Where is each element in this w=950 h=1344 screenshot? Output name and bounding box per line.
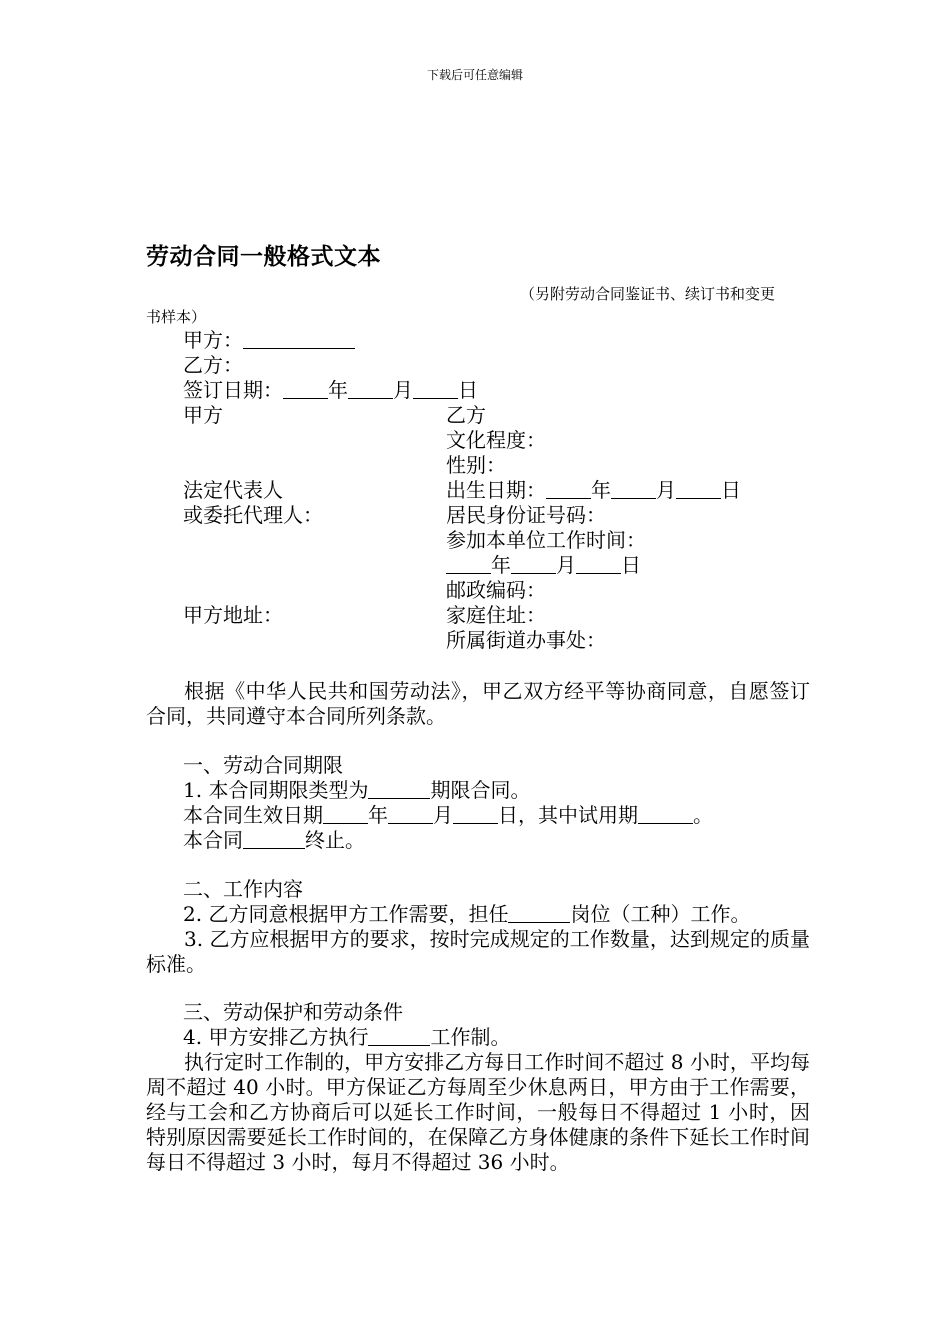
work-system-blank[interactable] [368, 1025, 430, 1046]
join-date-line [446, 553, 641, 578]
intro-text: 根据《中华人民共和国劳动法》，甲乙双方经平等协商同意，自愿签订合同，共同遵守本合同所列条款。 [146, 679, 810, 728]
sign-day-blank[interactable] [413, 378, 458, 399]
clause4-pre: 4. 甲方安排乙方执行 [183, 1025, 369, 1049]
day-text: 日 [621, 553, 641, 577]
intro-paragraph [146, 679, 810, 729]
year-text: 年 [368, 803, 388, 827]
birth-label: 出生日期： [446, 478, 546, 502]
section3-heading: 三、劳动保护和劳动条件 [183, 1000, 403, 1024]
sign-date-label: 签订日期： [183, 378, 283, 402]
clause2-line [183, 902, 750, 927]
left-party-a: 甲方 [183, 403, 223, 427]
effective-date-line [183, 803, 713, 828]
title-note-line2: 书样本） [146, 308, 207, 326]
month-text: 月 [556, 553, 576, 577]
effective-day-blank[interactable] [453, 803, 498, 824]
title-note-line1: （另附劳动合同鉴证书、续订书和变更 [520, 285, 776, 303]
effective-pre: 本合同生效日期 [183, 803, 323, 827]
clause1-post: 期限合同。 [430, 778, 531, 802]
birth-date-line [446, 478, 741, 503]
working-hours-paragraph [146, 1050, 810, 1175]
sign-date-line [183, 378, 478, 403]
join-year-blank[interactable] [446, 553, 491, 574]
day-text: 日 [721, 478, 741, 502]
terminate-pre: 本合同 [183, 828, 243, 852]
terminate-post: 终止。 [305, 828, 365, 852]
terminate-line [183, 828, 365, 853]
trial-text: 日，其中试用期 [498, 803, 638, 827]
clause1-pre: 1. 本合同期限类型为 [183, 778, 369, 802]
clause3-text: 3. 乙方应根据甲方的要求，按时完成规定的工作数量，达到规定的质量标准。 [146, 927, 810, 976]
section1-heading: 一、劳动合同期限 [183, 753, 343, 777]
section2-heading: 二、工作内容 [183, 877, 303, 901]
birth-year-blank[interactable] [546, 478, 591, 499]
party-a-address-label: 甲方地址： [183, 603, 283, 627]
trial-period-blank[interactable] [638, 803, 693, 824]
join-date-label: 参加本单位工作时间： [446, 528, 646, 552]
working-hours-text: 执行定时工作制的，甲方安排乙方每日工作时间不超过 8 小时，平均每周不超过 40 小时。甲方保证乙方每周至少休息两日，甲方由于工作需要，经与工会和乙方协商后可以延长工作时间，一般每日不得超过 1 小时，因特别原因需要延长工作时间的，在保障乙方身体健康的条件下延长工作时间每日不得超过 3 小时，每月不得超过 36 小时。 [146, 1050, 810, 1174]
right-party-b: 乙方 [446, 403, 486, 427]
document-title: 劳动合同一般格式文本 [146, 243, 381, 270]
effective-year-blank[interactable] [323, 803, 368, 824]
clause4-post: 工作制。 [430, 1025, 511, 1049]
sign-year-blank[interactable] [283, 378, 328, 399]
year-text: 年 [591, 478, 611, 502]
party-a-blank[interactable] [243, 328, 355, 349]
page-header: 下载后可任意编辑 [426, 68, 523, 82]
party-a-line [183, 328, 355, 353]
post-blank[interactable] [508, 902, 570, 923]
clause3-paragraph [146, 927, 810, 977]
home-address-label: 家庭住址： [446, 603, 546, 627]
effective-month-blank[interactable] [388, 803, 433, 824]
id-number-label: 居民身份证号码： [446, 503, 606, 527]
street-office-label: 所属街道办事处： [446, 628, 606, 652]
gender-label: 性别： [446, 453, 506, 477]
terminate-blank[interactable] [243, 828, 305, 849]
clause4-line [183, 1025, 510, 1050]
month-text: 月 [656, 478, 676, 502]
contract-type-blank[interactable] [368, 778, 430, 799]
legal-rep-label: 法定代表人 [183, 478, 283, 502]
month-text: 月 [393, 378, 413, 402]
birth-month-blank[interactable] [611, 478, 656, 499]
join-day-blank[interactable] [576, 553, 621, 574]
month-text: 月 [433, 803, 453, 827]
clause2-pre: 2. 乙方同意根据甲方工作需要，担任 [183, 902, 509, 926]
agent-label: 或委托代理人： [183, 503, 323, 527]
year-text: 年 [328, 378, 348, 402]
clause1-line [183, 778, 530, 803]
birth-day-blank[interactable] [676, 478, 721, 499]
sign-month-blank[interactable] [348, 378, 393, 399]
year-text: 年 [491, 553, 511, 577]
education-label: 文化程度： [446, 428, 546, 452]
party-a-label: 甲方： [183, 328, 243, 352]
party-b-label: 乙方： [183, 353, 243, 377]
clause2-post: 岗位（工种）工作。 [570, 902, 751, 926]
period-end: 。 [693, 803, 713, 827]
postcode-label: 邮政编码： [446, 578, 546, 602]
day-text: 日 [458, 378, 478, 402]
join-month-blank[interactable] [511, 553, 556, 574]
